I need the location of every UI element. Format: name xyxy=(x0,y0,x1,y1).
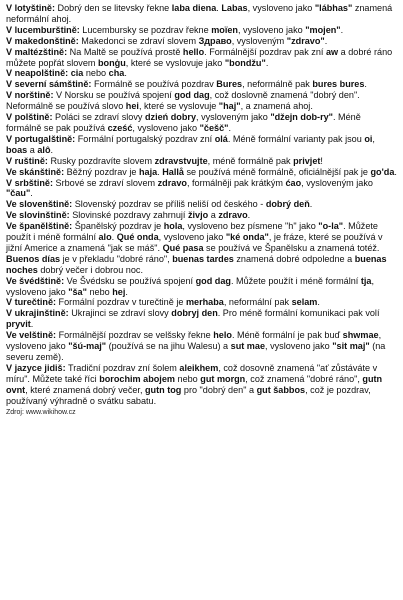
bold-text: Qué onda xyxy=(116,232,159,243)
bold-text: hello xyxy=(182,46,205,57)
paragraph-ru xyxy=(6,156,397,167)
text: Srbové se zdraví slovem xyxy=(53,177,158,188)
bold-text: V lotyštině: xyxy=(6,3,56,13)
text: . xyxy=(111,232,117,243)
text: Běžný pozdrav je xyxy=(64,166,139,177)
paragraph-cy xyxy=(6,330,397,363)
paragraph-sr xyxy=(6,178,397,200)
bold-text: "šú-maj" xyxy=(68,341,107,352)
bold-text: oi xyxy=(364,133,373,144)
bold-text: živjo xyxy=(187,210,209,221)
text: je v překladu "dobré ráno", xyxy=(60,253,173,264)
bold-text: gutn ovnt xyxy=(6,373,383,395)
text: Slovenský pozdrav se příliš neliší od českého - xyxy=(72,199,266,210)
text: nebo xyxy=(86,286,113,297)
paragraph-pl xyxy=(6,112,397,134)
bold-text: "sit maj" xyxy=(332,341,370,352)
paragraph-sl xyxy=(6,210,397,221)
bold-text: olá xyxy=(214,133,228,144)
text: , vysloveno jako xyxy=(132,122,200,133)
text: , vysloveno jako xyxy=(247,3,315,13)
bold-text: ćao xyxy=(285,177,302,188)
bold-text: alo xyxy=(98,232,112,243)
text: , které se vyslovuje xyxy=(138,101,219,112)
bold-text: Qué pasa xyxy=(162,242,204,253)
source-note: Zdroj: www.wikihow.cz xyxy=(6,408,76,416)
text: . xyxy=(324,35,328,46)
bold-text: hej xyxy=(112,286,126,297)
text: , vysloveným jako xyxy=(301,177,373,188)
text: Španělský pozdrav je xyxy=(72,221,164,232)
bold-text: selam xyxy=(291,297,318,308)
text: se používá ve Španělsku a znamená totéž. xyxy=(203,242,380,253)
text: , vysloveným jako xyxy=(196,112,271,123)
paragraph-mt xyxy=(6,47,397,69)
bold-text: aw xyxy=(325,46,339,57)
text: , vysloveno jako xyxy=(158,232,226,243)
text: , což znamená "dobré ráno", xyxy=(245,373,363,384)
text: , což je pozdrav, používaný výhradně o svátku sabatu. xyxy=(6,384,371,406)
paragraph-mk xyxy=(6,36,397,47)
paragraph-sam xyxy=(6,79,397,90)
text: , vysloveno jako xyxy=(6,275,374,297)
bold-text: buenas noches xyxy=(6,253,387,275)
bold-text: privjet xyxy=(293,155,321,166)
text: . xyxy=(364,79,367,90)
text: , méně formálně pak xyxy=(207,155,294,166)
bold-text: cha xyxy=(108,68,125,79)
bold-text: "zdravo" xyxy=(286,35,325,46)
paragraph-yi xyxy=(6,363,397,407)
text: . xyxy=(247,210,251,221)
bold-text: "češč" xyxy=(199,122,229,133)
text: , vysloveno jako xyxy=(237,24,306,35)
text: . xyxy=(125,286,128,297)
bold-text: dzień dobry xyxy=(144,112,197,123)
paragraph-uk xyxy=(6,308,397,330)
text: . Méně formální varianty pak jsou xyxy=(227,133,365,144)
bold-text: "ké onda" xyxy=(225,232,269,243)
bold-text: Bures xyxy=(216,79,243,90)
bold-text: V polštině: xyxy=(6,112,53,123)
bold-text: gut morgn xyxy=(200,373,246,384)
paragraph-lb xyxy=(6,25,397,36)
bold-text: dobryj den xyxy=(171,308,218,319)
bold-text: V severní sámštině: xyxy=(6,79,92,90)
bold-text: "ša" xyxy=(68,286,87,297)
bold-text: "mojen" xyxy=(305,24,341,35)
bold-text: bures bures xyxy=(312,79,365,90)
paragraph-no xyxy=(6,90,397,112)
text: Na Maltě se používá prostě xyxy=(67,46,183,57)
text: , neformální pak xyxy=(223,297,292,308)
text: . xyxy=(309,199,313,210)
text: ! xyxy=(320,155,323,166)
text: Ukrajinci se zdraví slovy xyxy=(68,308,172,319)
bold-text: shwmae xyxy=(342,330,379,341)
bold-text: Hallå xyxy=(162,166,184,177)
text: se používá méně formálně, oficiálnější pak je xyxy=(183,166,371,177)
bold-text: bonġu xyxy=(98,57,126,68)
text: nebo xyxy=(83,68,109,79)
bold-text: V makedonštině: xyxy=(6,35,79,46)
bold-text: V ruštině: xyxy=(6,155,48,166)
paragraph-es xyxy=(6,221,397,276)
text: . xyxy=(228,122,232,133)
bold-text: V maltézštině: xyxy=(6,46,68,57)
text: . xyxy=(216,3,222,13)
text: , které znamená dobrý večer, xyxy=(25,384,145,395)
bold-text: Buenos días xyxy=(6,253,61,264)
text: Lucembursky se pozdrav řekne xyxy=(79,24,212,35)
text: znamená neformální ahoj. xyxy=(6,3,393,24)
text: Formální portugalský pozdrav zní xyxy=(75,133,215,144)
bold-text: god dag xyxy=(174,90,210,101)
bold-text: haja xyxy=(138,166,158,177)
bold-text: "čau" xyxy=(6,188,31,199)
text: , je fráze, které se používá v jižní Americe a znamená "jak se máš". xyxy=(6,232,383,253)
text: znamená dobré odpoledne a xyxy=(233,253,355,264)
bold-text: borochim abojem xyxy=(99,373,175,384)
text: dobrý večer i dobrou noc. xyxy=(37,264,143,275)
bold-text: moïen xyxy=(211,24,238,35)
text: . Méně formální je pak buď xyxy=(231,330,343,341)
text: . xyxy=(30,319,34,330)
text: V Norsku se používá spojení xyxy=(53,90,175,101)
text: , vysloveno bez písmene "h" jako xyxy=(182,221,319,232)
text: Formálnější pozdrav se velšsky řekne xyxy=(56,330,214,341)
bold-text: gutn tog xyxy=(145,384,182,395)
text: , vysloveným xyxy=(231,35,287,46)
bold-text: V norštině: xyxy=(6,90,54,101)
bold-text: zdravstvujte xyxy=(154,155,208,166)
text: (na severu země). xyxy=(6,341,386,362)
bold-text: Ve velštině: xyxy=(6,330,57,341)
paragraph-tr xyxy=(6,297,397,308)
bold-text: gut šabbos xyxy=(256,384,306,395)
text: , což dosovně znamená "ať zůstáváte v míru". Můžete také říci xyxy=(6,362,378,384)
bold-text: "džejn dob-ry" xyxy=(270,112,333,123)
text: Slovinské pozdravy zahrnují xyxy=(69,210,188,221)
text: Formálně se používá pozdrav xyxy=(91,79,217,90)
text: . Můžete použít i méně formální xyxy=(6,221,378,243)
bold-text: boas xyxy=(6,144,28,155)
bold-text: V srbštině: xyxy=(6,177,53,188)
bold-text: zdravo xyxy=(218,210,248,221)
text: . xyxy=(265,57,269,68)
text: , vysloveno jako xyxy=(265,341,333,352)
paragraph-sk xyxy=(6,199,397,210)
bold-text: aleikhem xyxy=(179,362,219,373)
bold-text: Ve slovenštině: xyxy=(6,199,73,210)
text: . Můžete použít i méně formální xyxy=(230,275,361,286)
text: a xyxy=(27,144,38,155)
text: Poláci se zdraví slovy xyxy=(52,112,145,123)
bold-text: sut mae xyxy=(230,341,266,352)
text: . Pro méně formální komunikaci pak volí xyxy=(217,308,380,319)
bold-text: cześć xyxy=(107,122,133,133)
bold-text: V portugalštině: xyxy=(6,133,76,144)
text: . xyxy=(394,166,397,177)
bold-text: tja xyxy=(360,275,372,286)
text: Dobrý den se litevsky řekne xyxy=(55,3,172,13)
bold-text: "haj" xyxy=(218,101,241,112)
bold-text: Ve slovinštině: xyxy=(6,210,70,221)
bold-text: hei xyxy=(125,101,139,112)
text: , xyxy=(372,133,375,144)
bold-text: cia xyxy=(70,68,84,79)
bold-text: alô xyxy=(37,144,51,155)
text: Tradiční pozdrav zní šolem xyxy=(65,362,180,373)
text: , což doslovně znamená "dobrý den". Neformálně se používá slovo xyxy=(6,90,360,112)
text: nebo xyxy=(174,373,201,384)
bold-text: Ve španělštině: xyxy=(6,221,73,232)
bold-text: dobrý deň xyxy=(265,199,310,210)
bold-text: hola xyxy=(163,221,183,232)
paragraph-sc xyxy=(6,167,397,178)
text: , které se vyslovuje jako xyxy=(125,57,225,68)
text: . xyxy=(30,188,33,199)
bold-text: laba diena xyxy=(171,3,217,13)
bold-text: pryvit xyxy=(6,319,31,330)
bold-text: "bondžu" xyxy=(224,57,266,68)
bold-text: "lábhas" xyxy=(314,3,353,13)
text: a xyxy=(208,210,219,221)
text: a dobré ráno můžete popřát slovem xyxy=(6,46,393,68)
bold-text: V lucemburštině: xyxy=(6,24,80,35)
text: Formální pozdrav v turečtině je xyxy=(56,297,186,308)
bold-text: V turečtině: xyxy=(6,297,57,308)
text: . xyxy=(317,297,320,308)
text: pro "dobrý den" a xyxy=(181,384,257,395)
bold-text: Ve švédštině: xyxy=(6,275,65,286)
bold-text: god dag xyxy=(195,275,231,286)
paragraph-nap xyxy=(6,68,397,79)
text: Makedonci se zdraví slovem xyxy=(78,35,199,46)
bold-text: buenas tardes xyxy=(172,253,234,264)
bold-text: go'da xyxy=(370,166,395,177)
text: , neformálně pak xyxy=(242,79,313,90)
text: . Méně formálně se pak používá xyxy=(6,112,361,133)
text: . xyxy=(340,24,344,35)
bold-text: Labas xyxy=(221,3,248,13)
text: (používá se na jihu Walesu) a xyxy=(106,341,231,352)
text: , formálněji pak krátkým xyxy=(186,177,286,188)
paragraph-sv xyxy=(6,276,397,298)
bold-text: V ukrajinštině: xyxy=(6,308,69,319)
bold-text: "o-la" xyxy=(318,221,344,232)
bold-text: V neapolštině: xyxy=(6,68,69,79)
text: , a znamená ahoj. xyxy=(240,101,313,112)
text: , vysloveno jako xyxy=(6,330,382,352)
bold-text: merhaba xyxy=(185,297,224,308)
bold-text: Ve skánštině: xyxy=(6,166,65,177)
bold-text: Здраво xyxy=(198,35,232,46)
text: Rusky pozdravíte slovem xyxy=(47,155,155,166)
text: . xyxy=(50,144,54,155)
text: Ve Švédsku se používá spojení xyxy=(64,275,196,286)
bold-text: V jazyce jidiš: xyxy=(6,362,66,373)
bold-text: zdravo xyxy=(157,177,187,188)
paragraph-lt xyxy=(6,3,397,25)
text: . xyxy=(124,68,127,79)
text: . Formálnější pozdrav pak zní xyxy=(204,46,326,57)
paragraph-pt xyxy=(6,134,397,156)
text: . xyxy=(157,166,163,177)
bold-text: helo xyxy=(213,330,232,341)
